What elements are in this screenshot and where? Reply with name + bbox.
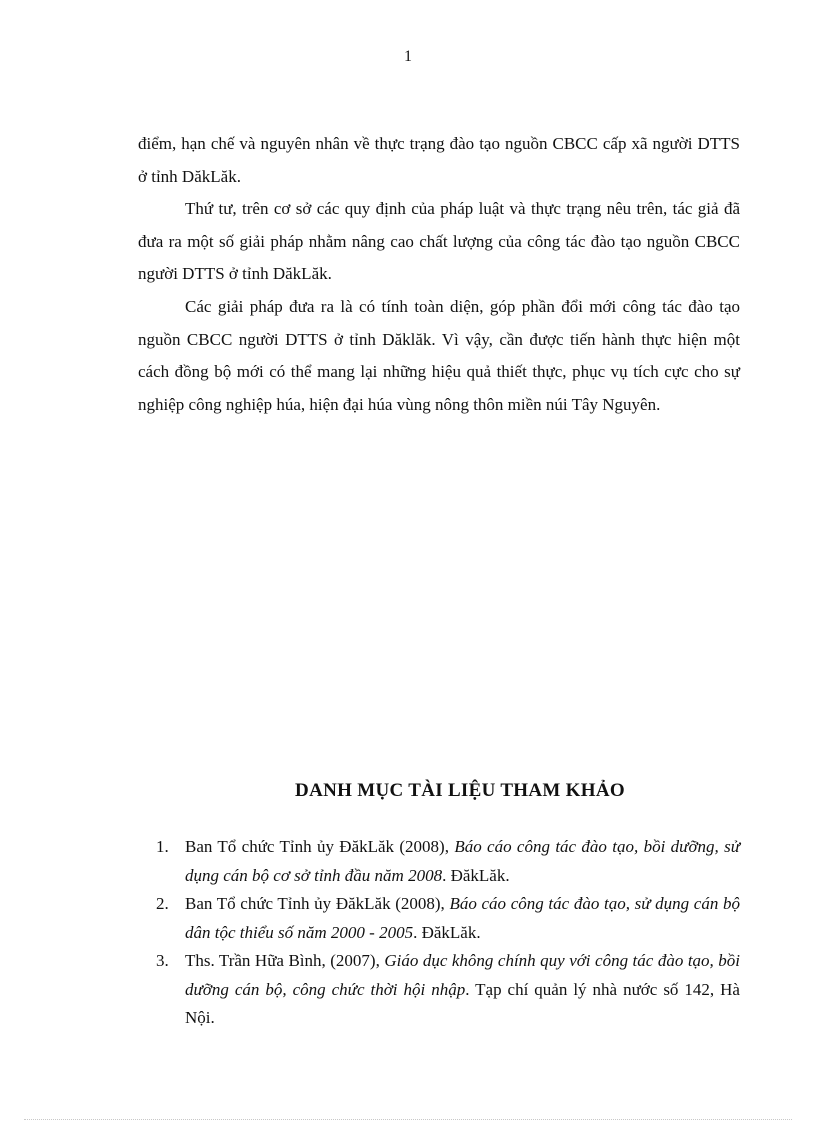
page-bottom-divider	[24, 1119, 792, 1120]
reference-item	[156, 890, 740, 947]
reference-item	[156, 947, 740, 1033]
reference-title: Báo cáo công tác đào tạo, sử dụng cán bộ dân tộc thiểu số năm 2000 - 2005	[185, 894, 740, 942]
reference-publisher: . Tạp chí quản lý nhà nước số 142, Hà Nội.	[185, 979, 740, 1027]
reference-item	[156, 833, 740, 890]
reference-number: 3.	[156, 951, 169, 970]
reference-number: 2.	[156, 894, 169, 913]
reference-title: Báo cáo công tác đào tạo, bồi dưỡng, sử dụng cán bộ cơ sở tỉnh đầu năm 2008	[185, 837, 740, 885]
paragraph: Các giải pháp đưa ra là có tính toàn diện, góp phần đổi mới công tác đào tạo nguồn CBCC người DTTS ở tỉnh Dăklăk. Vì vậy, cần được tiến hành thực hiện một cách đồng bộ mới có thể mang lại những hiệu quả thiết thực, phục vụ tích cực cho sự nghiệp công nghiệp húa, hiện đại húa vùng nông thôn miền núi Tây Nguyên.	[138, 296, 740, 414]
reference-author: Ths. Trần Hữa Bình, (2007),	[185, 951, 385, 970]
page-number: 1	[404, 48, 412, 65]
reference-publisher: . ĐăkLăk.	[413, 922, 481, 942]
body-text	[138, 128, 740, 421]
paragraph: Thứ tư, trên cơ sở các quy định của pháp luật và thực trạng nêu trên, tác giả đã đưa ra một số giải pháp nhằm nâng cao chất lượng của công tác đào tạo nguồn CBCC người DTTS ở tỉnh DăkLăk.	[138, 199, 740, 284]
reference-publisher: . ĐăkLăk.	[442, 865, 510, 885]
reference-author: Ban Tổ chức Tỉnh ủy ĐăkLăk (2008),	[185, 894, 450, 913]
reference-title: Giáo dục không chính quy với công tác đào tạo, bồi dưỡng cán bộ, công chức thời hội nhập	[185, 951, 741, 999]
reference-number: 1.	[156, 837, 169, 856]
references-heading: DANH MỤC TÀI LIỆU THAM KHẢO	[295, 780, 625, 801]
reference-list	[156, 833, 740, 1033]
paragraph: điểm, hạn chế và nguyên nhân về thực trạng đào tạo nguồn CBCC cấp xã người DTTS ở tỉnh DăkLăk.	[138, 134, 740, 186]
reference-author: Ban Tổ chức Tỉnh ủy ĐăkLăk (2008),	[185, 837, 455, 856]
